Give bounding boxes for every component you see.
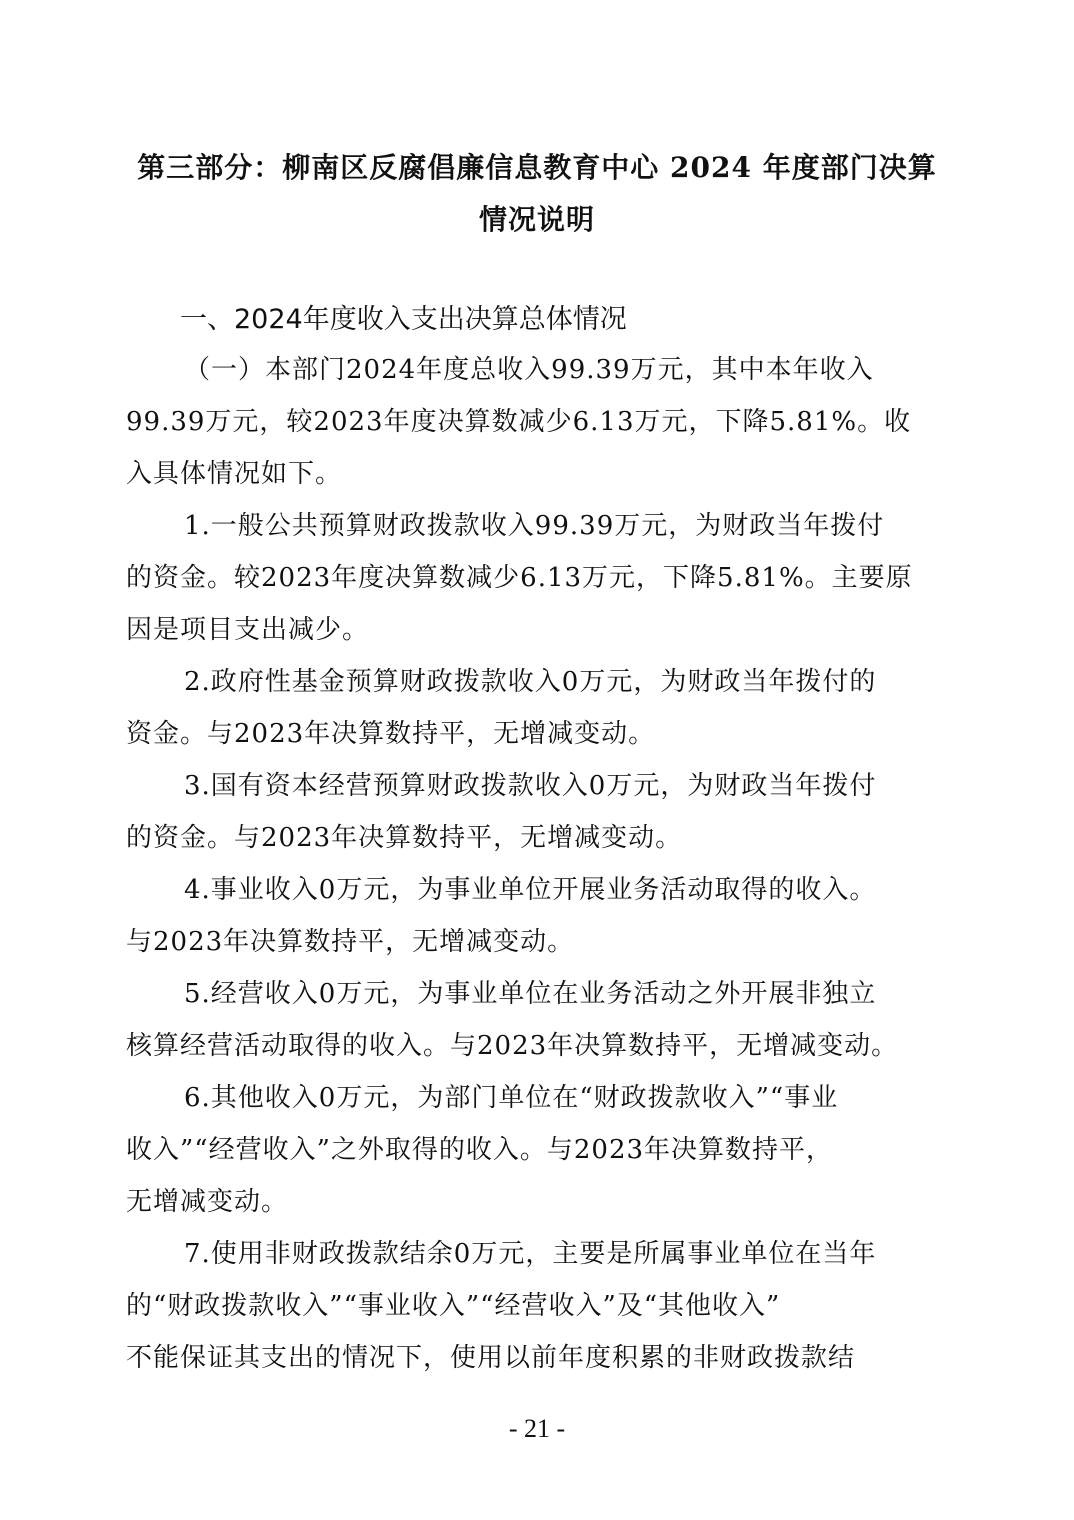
- text-line: 6.其他收入0万元，为部门单位在“财政拨款收入”“事业: [184, 1083, 839, 1113]
- title-line-1: 第三部分：柳南区反腐倡廉信息教育中心 2024 年度部门决算: [137, 151, 937, 184]
- text-line: 7.使用非财政拨款结余0万元，主要是所属事业单位在当年: [184, 1239, 877, 1269]
- text-line: 3.国有资本经营预算财政拨款收入0万元，为财政当年拨付: [184, 771, 877, 801]
- text-line: 99.39万元，较2023年度决算数减少6.13万元，下降5.81%。收: [126, 407, 912, 437]
- paragraph-item-1: [126, 500, 926, 656]
- text-line: 入具体情况如下。: [126, 459, 343, 489]
- section-heading: 一、2024年度收入支出决算总体情况: [180, 304, 627, 335]
- body-text: [126, 344, 926, 1384]
- paragraph-item-5: [126, 968, 926, 1072]
- text-line: 核算经营活动取得的收入。与2023年决算数持平，无增减变动。: [126, 1031, 899, 1061]
- text-line: 与2023年决算数持平，无增减变动。: [126, 927, 575, 957]
- text-line: 资金。与2023年决算数持平，无增减变动。: [126, 719, 656, 749]
- text-line: 的资金。较2023年度决算数减少6.13万元，下降5.81%。主要原: [126, 563, 913, 593]
- paragraph-item-7: [126, 1228, 926, 1384]
- text-line: 的资金。与2023年决算数持平，无增减变动。: [126, 823, 683, 853]
- text-line: 1.一般公共预算财政拨款收入99.39万元，为财政当年拨付: [184, 511, 885, 541]
- text-line: 收入”“经营收入”之外取得的收入。与2023年决算数持平，: [126, 1135, 834, 1165]
- title-line-2: 情况说明: [478, 203, 595, 236]
- text-line: 不能保证其支出的情况下，使用以前年度积累的非财政拨款结: [126, 1343, 856, 1373]
- text-line: （一）本部门2024年度总收入99.39万元，其中本年收入: [184, 355, 874, 385]
- paragraph-item-2: [126, 656, 926, 760]
- page-number: - 21 -: [508, 1414, 566, 1443]
- paragraph-total-income: [126, 344, 926, 500]
- text-line: 无增减变动。: [126, 1187, 289, 1217]
- text-line: 因是项目支出减少。: [126, 615, 370, 645]
- paragraph-item-6: [126, 1072, 926, 1228]
- paragraph-item-4: [126, 864, 926, 968]
- text-line: 4.事业收入0万元，为事业单位开展业务活动取得的收入。: [184, 875, 877, 905]
- text-line: 的“财政拨款收入”“事业收入”“经营收入”及“其他收入”: [126, 1291, 781, 1321]
- text-line: 5.经营收入0万元，为事业单位在业务活动之外开展非独立: [184, 979, 877, 1009]
- page-title: [120, 142, 954, 246]
- text-line: 2.政府性基金预算财政拨款收入0万元，为财政当年拨付的: [184, 667, 877, 697]
- paragraph-item-3: [126, 760, 926, 864]
